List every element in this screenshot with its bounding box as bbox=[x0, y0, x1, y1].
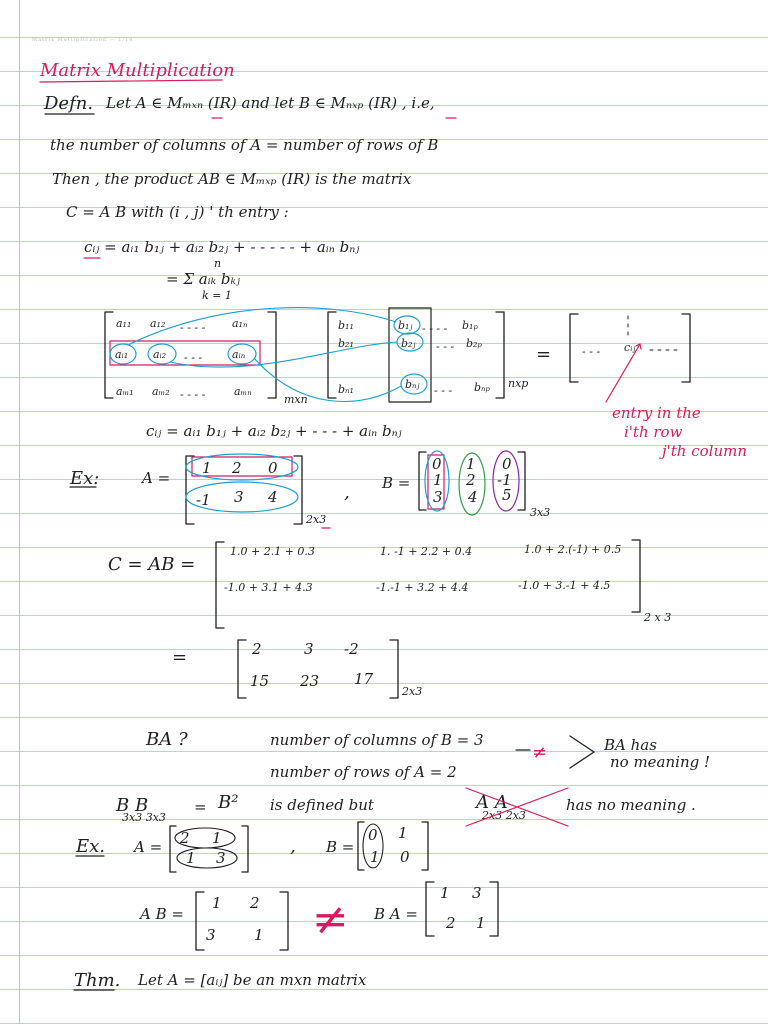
example-1-b-size: 3x3 bbox=[530, 506, 551, 519]
schematic-a-entry: aₘ₁ bbox=[116, 385, 134, 398]
schematic-a-entry: aᵢₙ bbox=[232, 348, 246, 361]
schematic-b-entry: b₂ₚ bbox=[466, 337, 482, 350]
example-1-b-right-bracket bbox=[518, 452, 525, 510]
ba-columns-line: number of columns of B = 3 bbox=[270, 731, 484, 749]
ba-rows-line: number of rows of A = 2 bbox=[270, 763, 457, 781]
example-1-result-equals: = bbox=[172, 647, 188, 668]
schematic-b-entry: b₂ⱼ bbox=[401, 337, 416, 350]
example-2-ab-entry: 1 bbox=[212, 894, 222, 912]
schematic-a-entry: a₁₁ bbox=[116, 317, 132, 330]
example-1-result-entry: 23 bbox=[300, 672, 320, 690]
schematic-b-entry: b₁₁ bbox=[338, 319, 354, 332]
example-1-a-label: A = bbox=[142, 469, 171, 487]
theorem-label: Thm. bbox=[74, 970, 121, 991]
schematic-a-entry: aᵢ₁ bbox=[115, 348, 129, 361]
example-1-b-entry: 4 bbox=[468, 488, 478, 506]
sum-bottom-index: k = 1 bbox=[202, 289, 232, 302]
schematic-a-entry: - - - - bbox=[180, 388, 206, 401]
sum-formula: = Σ aᵢₖ bₖⱼ bbox=[166, 270, 240, 288]
cij-formula-2: cᵢⱼ = aᵢ₁ b₁ⱼ + aᵢ₂ b₂ⱼ + - - - + aᵢₙ bₙⱼ bbox=[146, 422, 402, 440]
example-1-result-entry: 17 bbox=[354, 670, 374, 688]
page-title: Matrix Multiplication bbox=[40, 60, 235, 81]
schematic-b-entry: b₂₁ bbox=[338, 337, 354, 350]
schematic-a-entry: a₁₂ bbox=[150, 317, 166, 330]
example-1-b-entry: 3 bbox=[433, 488, 443, 506]
ba-neq-mark: ≠ bbox=[532, 742, 548, 763]
ba-result-line: BA has bbox=[604, 736, 657, 754]
example-2-b-entry: 1 bbox=[370, 848, 380, 866]
connector-ain-bnj bbox=[254, 358, 401, 401]
example-1-b-entry: 2 bbox=[466, 471, 476, 489]
example-2-a-entry: 2 bbox=[180, 829, 190, 847]
ab-ba-not-equal: ≠ bbox=[312, 894, 349, 945]
schematic-b-entry: bₙ₁ bbox=[338, 383, 354, 396]
example-2-ba-entry: 3 bbox=[472, 884, 482, 902]
example-1-b-entry: 0 bbox=[432, 455, 442, 473]
schematic-equals: = bbox=[536, 344, 552, 365]
schematic-a-right-bracket bbox=[268, 312, 276, 398]
bb-product-size: 3x3 3x3 bbox=[122, 811, 166, 824]
schematic-note-line: j'th column bbox=[662, 442, 748, 460]
schematic-a-entry: aₘₙ bbox=[234, 385, 252, 398]
example-1-c-entry: -1.-1 + 3.2 + 4.4 bbox=[376, 581, 469, 594]
b-squared: B² bbox=[218, 792, 239, 813]
schematic-note-line: i'th row bbox=[624, 423, 683, 441]
example-1-c-entry: 1.0 + 2.1 + 0.3 bbox=[230, 545, 315, 558]
entry-note-arrowhead bbox=[636, 344, 641, 349]
example-1-a-entry: 0 bbox=[268, 459, 278, 477]
example-1-b-entry: -1 bbox=[497, 471, 512, 489]
example-1-c-right-bracket bbox=[632, 540, 640, 612]
example-2-a-right-bracket bbox=[242, 826, 248, 872]
schematic-c-dashes: - - - bbox=[582, 345, 601, 358]
example-1-a-entry: 2 bbox=[232, 459, 242, 477]
example-1-c-left-bracket bbox=[216, 542, 224, 628]
example-2-b-left-bracket bbox=[358, 822, 364, 870]
example-1-c-entry: -1.0 + 3.-1 + 4.5 bbox=[518, 579, 611, 592]
example-2-a-entry: 3 bbox=[216, 849, 226, 867]
bb-equals: = bbox=[194, 798, 207, 816]
aa-product: A A bbox=[476, 792, 508, 813]
example-2-b-label: B = bbox=[326, 838, 355, 856]
example-1-label: Ex: bbox=[70, 468, 100, 489]
ba-result-line: no meaning ! bbox=[610, 753, 711, 771]
schematic-c-entry: cᵢⱼ bbox=[624, 341, 636, 354]
example-1-result-size: 2x3 bbox=[402, 685, 423, 698]
connector-ai2-b2j bbox=[170, 342, 397, 367]
example-2-ba-label: B A = bbox=[374, 905, 418, 923]
aa-no-meaning: has no meaning . bbox=[566, 796, 696, 814]
example-2-b-entry: 0 bbox=[368, 826, 378, 844]
example-1-a-size: 2x3 bbox=[306, 513, 327, 526]
schematic-a-entry: - - - - bbox=[180, 321, 206, 334]
example-2-ba-right-bracket bbox=[490, 882, 498, 936]
example-2-b-entry: 0 bbox=[400, 848, 410, 866]
example-1-c-entry: -1.0 + 3.1 + 4.3 bbox=[224, 581, 313, 594]
schematic-a-entry: aᵢ₂ bbox=[153, 348, 167, 361]
bb-defined-text: is defined but bbox=[270, 796, 374, 814]
example-2-ab-right-bracket bbox=[280, 892, 288, 950]
example-1-b-entry: 5 bbox=[502, 486, 512, 504]
schematic-c-right-bracket bbox=[682, 314, 690, 382]
schematic-a-left-bracket bbox=[105, 312, 113, 398]
example-2-ba-entry: 1 bbox=[476, 914, 486, 932]
example-1-a-right-bracket bbox=[294, 456, 302, 524]
example-2-comma: , bbox=[290, 836, 296, 857]
schematic-b-left-bracket bbox=[328, 312, 336, 398]
example-1-c-entry: 1.0 + 2.(-1) + 0.5 bbox=[524, 543, 622, 556]
example-1-b-entry: 0 bbox=[502, 455, 512, 473]
example-2-ab-entry: 3 bbox=[206, 926, 216, 944]
example-1-b-left-bracket bbox=[419, 452, 426, 510]
example-1-c-label: C = AB = bbox=[108, 554, 196, 575]
example-1-c-size: 2 x 3 bbox=[644, 611, 672, 624]
defn-line-3: Then , the product AB ∈ Mₘₓₚ (IR) is the matrix bbox=[52, 170, 412, 188]
schematic-note-line: entry in the bbox=[612, 404, 701, 422]
schematic-a-entry: aₘ₂ bbox=[152, 385, 170, 398]
example-1-b-entry: 1 bbox=[466, 455, 476, 473]
example-2-ab-entry: 1 bbox=[254, 926, 264, 944]
schematic-c-left-bracket bbox=[570, 314, 578, 382]
example-1-c-entry: 1. -1 + 2.2 + 0.4 bbox=[380, 545, 473, 558]
example-2-ba-left-bracket bbox=[426, 882, 434, 936]
schematic-b-right-bracket bbox=[496, 312, 504, 398]
example-2-ba-entry: 2 bbox=[446, 914, 456, 932]
schematic-b-entry: - - - bbox=[434, 384, 453, 397]
ba-greater-than bbox=[570, 736, 594, 768]
example-1-result-entry: 2 bbox=[252, 640, 262, 658]
example-2-b-entry: 1 bbox=[398, 824, 408, 842]
example-1-result-left-bracket bbox=[238, 640, 246, 698]
schematic-a-size: mxn bbox=[284, 393, 308, 406]
schematic-b-entry: bₙⱼ bbox=[405, 378, 420, 391]
schematic-b-entry: - - - - bbox=[422, 322, 448, 335]
page-header: Matrix Multiplication — 1/14 bbox=[32, 37, 134, 43]
sum-top-index: n bbox=[214, 257, 222, 270]
example-2-a-entry: 1 bbox=[212, 829, 222, 847]
defn-line-1: Let A ∈ Mₘₓₙ (IR) and let B ∈ Mₙₓₚ (IR) , i.e, bbox=[106, 94, 435, 112]
example-1-result-entry: -2 bbox=[344, 640, 359, 658]
example-1-a-entry: -1 bbox=[196, 491, 211, 509]
schematic-b-entry: b₁ₚ bbox=[462, 319, 478, 332]
defn-label: Defn. bbox=[44, 93, 94, 114]
example-2-ab-entry: 2 bbox=[250, 894, 260, 912]
schematic-a-entry: a₁ₙ bbox=[232, 317, 248, 330]
schematic-b-size: nxp bbox=[508, 377, 529, 390]
schematic-b-entry: bₙₚ bbox=[474, 381, 490, 394]
example-2-label: Ex. bbox=[76, 836, 106, 857]
aa-product-size: 2x3 2x3 bbox=[482, 809, 526, 822]
example-1-result-right-bracket bbox=[390, 640, 398, 698]
connector-ai1-b1j bbox=[128, 308, 396, 345]
example-1-b-entry: 1 bbox=[433, 471, 443, 489]
theorem-text: Let A = [aᵢⱼ] be an mxn matrix bbox=[138, 971, 367, 989]
defn-line-2: the number of columns of A = number of rows of B bbox=[50, 136, 439, 154]
example-2-a-entry: 1 bbox=[186, 849, 196, 867]
example-2-a-left-bracket bbox=[170, 826, 176, 872]
example-1-result-entry: 15 bbox=[250, 672, 270, 690]
example-1-comma: , bbox=[344, 482, 350, 503]
schematic-b-entry: b₁ⱼ bbox=[398, 319, 413, 332]
cij-formula: cᵢⱼ = aᵢ₁ b₁ⱼ + aᵢ₂ b₂ⱼ + - - - - - + aᵢₙ bₙⱼ bbox=[84, 238, 360, 256]
example-2-a-label: A = bbox=[134, 838, 163, 856]
example-2-ab-left-bracket bbox=[196, 892, 204, 950]
example-1-a-entry: 3 bbox=[234, 488, 244, 506]
example-2-ab-label: A B = bbox=[140, 905, 184, 923]
example-1-a-entry: 1 bbox=[202, 459, 212, 477]
example-1-b-label: B = bbox=[382, 474, 411, 492]
example-2-b-right-bracket bbox=[422, 822, 428, 870]
example-1-a-entry: 4 bbox=[268, 488, 278, 506]
bb-product: B B bbox=[116, 795, 149, 816]
defn-line-4: C = A B with (i , j) ' th entry : bbox=[66, 203, 289, 221]
schematic-a-entry: - - - bbox=[184, 351, 203, 364]
example-1-a-left-bracket bbox=[186, 456, 194, 524]
example-1-result-entry: 3 bbox=[304, 640, 314, 658]
example-2-ba-entry: 1 bbox=[440, 884, 450, 902]
schematic-b-entry: - - - bbox=[436, 340, 455, 353]
ba-question: BA ? bbox=[146, 729, 188, 750]
